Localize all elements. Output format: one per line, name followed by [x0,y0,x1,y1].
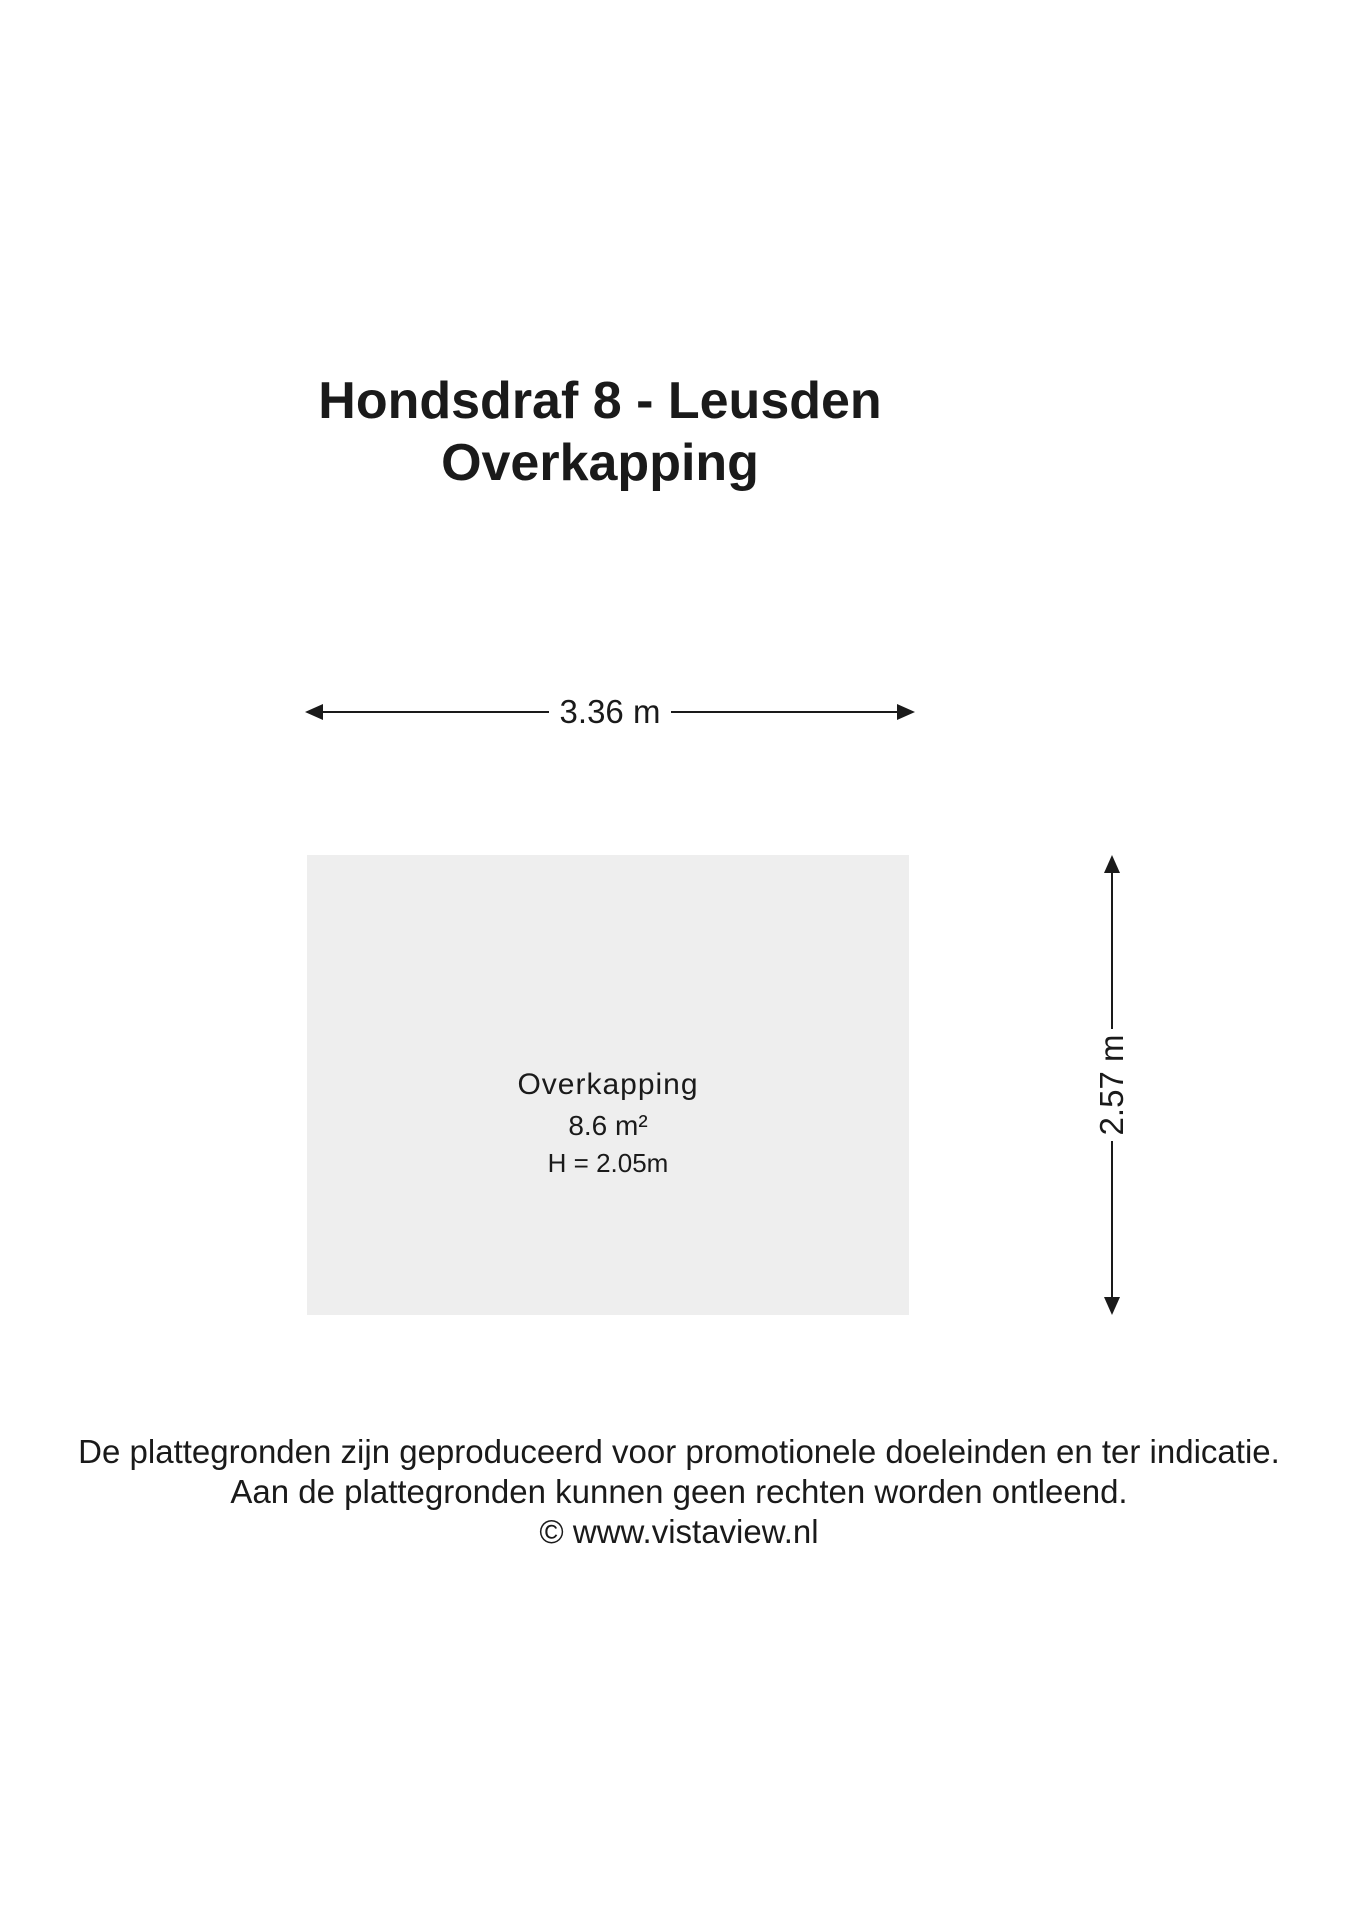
width-label: 3.36 m [559,693,661,730]
width-dimension [305,690,915,734]
disclaimer-line-1: De plattegronden zijn geproduceerd voor promotionele doeleinden en ter indicatie. [78,1433,1280,1470]
room-name: Overkapping [517,1068,699,1101]
arrow-right-icon [897,704,915,720]
room-overkapping [307,855,909,1315]
dimension-line-top [1111,869,1113,1029]
page-subtitle: Overkapping [441,434,759,492]
room-height: H = 2.05m [547,1148,669,1178]
dimension-line-bottom [1111,1141,1113,1301]
page-title: Hondsdraf 8 - Leusden [318,372,882,430]
dimension-line-right [671,711,901,713]
arrow-down-icon [1104,1297,1120,1315]
disclaimer-line-2: Aan de plattegronden kunnen geen rechten worden ontleend. [230,1473,1128,1510]
room-area: 8.6 m² [568,1110,648,1141]
depth-dimension [1090,855,1134,1315]
dimension-line-left [319,711,549,713]
copyright-text: © www.vistaview.nl [539,1513,819,1550]
depth-label: 2.57 m [1093,1034,1130,1136]
